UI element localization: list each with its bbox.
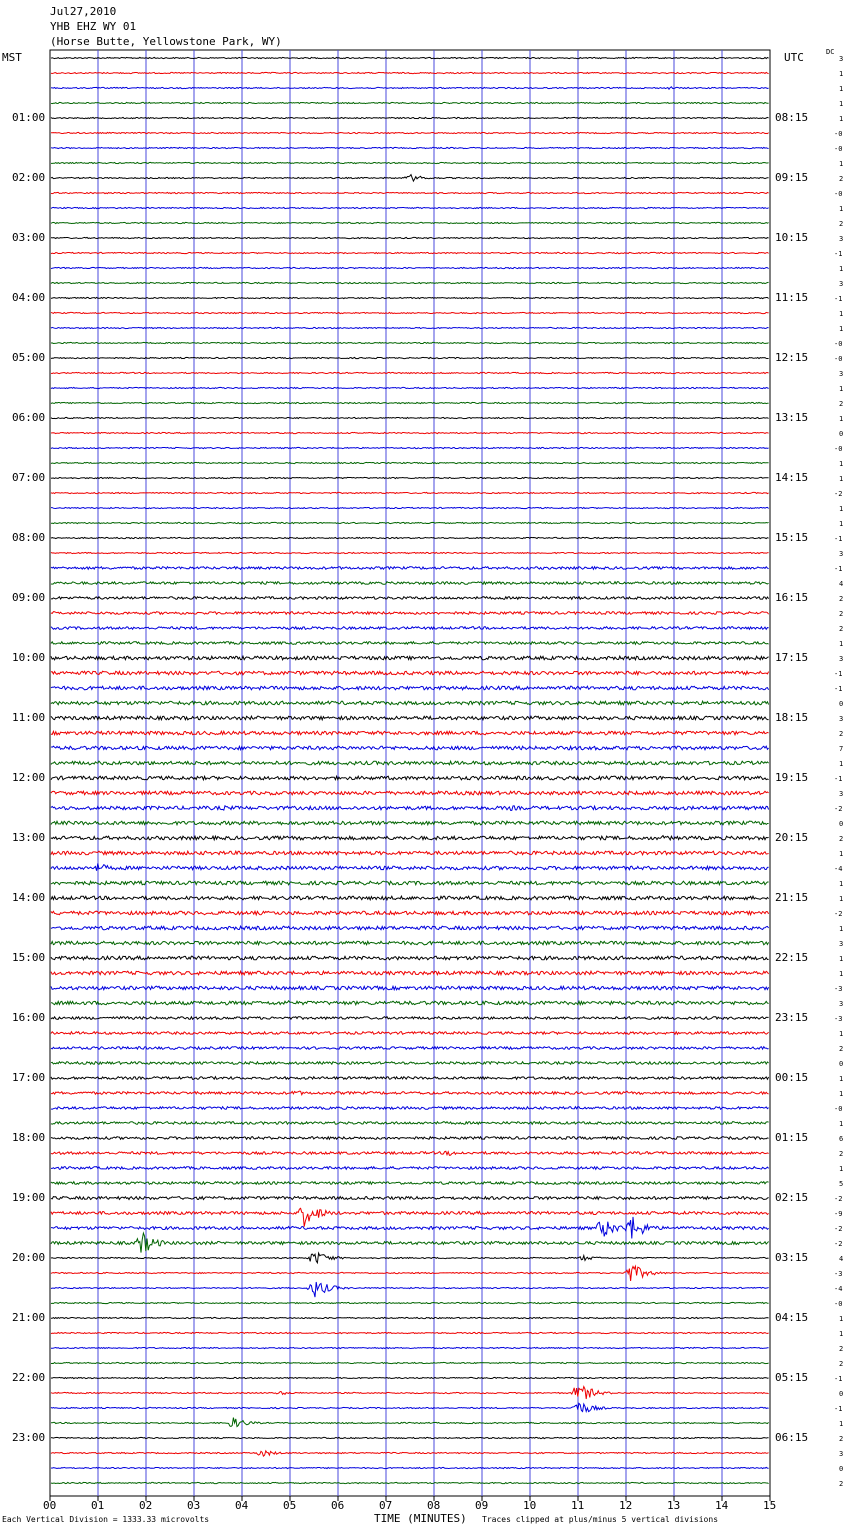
trace-90	[51, 1403, 769, 1411]
trace-71	[51, 1122, 769, 1125]
trace-29	[51, 492, 769, 493]
trace-5	[51, 132, 769, 133]
trace-55	[51, 881, 769, 885]
trace-23	[51, 402, 769, 403]
dc-offset-label: 3	[839, 370, 844, 378]
dc-offset-label: 1	[839, 1090, 844, 1098]
trace-24	[51, 417, 769, 418]
dc-offset-label: 3	[839, 790, 844, 798]
dc-offset-label: 1	[839, 265, 844, 273]
trace-81	[51, 1266, 769, 1281]
dc-offset-label: 1	[839, 160, 844, 168]
dc-offset-label: 2	[839, 1480, 844, 1488]
dc-offset-label: -0	[834, 145, 843, 153]
x-tick-label: 09	[475, 1499, 489, 1512]
dc-offset-label: 1	[839, 1120, 844, 1128]
trace-41	[51, 671, 769, 675]
dc-offset-label: -1	[834, 250, 843, 258]
trace-68	[51, 1077, 769, 1080]
dc-offset-label: 3	[839, 715, 844, 723]
trace-47	[51, 761, 769, 765]
trace-32	[51, 537, 769, 538]
x-tick-label: 11	[571, 1499, 585, 1512]
utc-hour-label: 15:15	[775, 531, 809, 544]
dc-offset-label: -1	[834, 1375, 843, 1383]
x-tick-label: 08	[427, 1499, 441, 1512]
dc-offset-label: 2	[839, 1150, 844, 1158]
trace-3	[51, 102, 769, 103]
trace-92	[51, 1437, 769, 1438]
dc-offset-label: 2	[839, 835, 844, 843]
dc-offset-label: 0	[839, 820, 844, 828]
trace-25	[51, 432, 769, 433]
dc-offset-label: 1	[839, 460, 844, 468]
dc-offset-label: 1	[839, 1315, 844, 1323]
mst-hour-label: 21:00	[12, 1311, 46, 1324]
mst-hour-label: 08:00	[12, 531, 46, 544]
x-tick-label: 10	[523, 1499, 537, 1512]
mst-hour-label: 10:00	[12, 651, 46, 664]
dc-offset-label: 3	[839, 940, 844, 948]
trace-52	[51, 836, 769, 840]
dc-offset-label: 1	[839, 970, 844, 978]
trace-65	[51, 1032, 769, 1035]
dc-offset-label: 2	[839, 400, 844, 408]
dc-offset-label: 0	[839, 700, 844, 708]
dc-offset-label: 3	[839, 1450, 844, 1458]
mst-hour-label: 03:00	[12, 231, 46, 244]
trace-33	[51, 552, 769, 553]
trace-73	[51, 1151, 769, 1155]
trace-12	[51, 237, 769, 238]
utc-hour-label: 06:15	[775, 1431, 809, 1444]
dc-offset-label: 6	[839, 1135, 844, 1143]
trace-59	[51, 941, 769, 945]
trace-79	[51, 1233, 769, 1253]
dc-offset-label: -2	[834, 910, 843, 918]
trace-77	[51, 1208, 769, 1226]
trace-6	[51, 147, 769, 148]
dc-offset-label: -2	[834, 1240, 843, 1248]
trace-72	[51, 1137, 769, 1140]
mst-hour-label: 20:00	[12, 1251, 46, 1264]
utc-hour-label: 01:15	[775, 1131, 809, 1144]
trace-63	[51, 1001, 769, 1005]
dc-offset-label: 1	[839, 115, 844, 123]
mst-hour-label: 15:00	[12, 951, 46, 964]
mst-hour-label: 05:00	[12, 351, 46, 364]
dc-offset-label: 3	[839, 655, 844, 663]
x-tick-label: 02	[139, 1499, 153, 1512]
trace-80	[51, 1253, 769, 1263]
x-axis-title: TIME (MINUTES)	[374, 1512, 467, 1525]
dc-offset-label: -0	[834, 445, 843, 453]
trace-61	[51, 971, 769, 975]
dc-offset-label: 1	[839, 1165, 844, 1173]
dc-offset-label: -9	[834, 1210, 843, 1218]
dc-offset-label: 7	[839, 745, 844, 753]
trace-9	[51, 192, 769, 193]
dc-offset-label: 3	[839, 1000, 844, 1008]
x-tick-label: 13	[667, 1499, 681, 1512]
dc-offset-label: 1	[839, 1420, 844, 1428]
trace-1	[51, 72, 769, 73]
trace-54	[51, 863, 769, 870]
utc-hour-label: 23:15	[775, 1011, 809, 1024]
mst-hour-label: 06:00	[12, 411, 46, 424]
mst-hour-label: 07:00	[12, 471, 46, 484]
trace-14	[51, 267, 769, 268]
trace-48	[51, 776, 769, 780]
dc-offset-label: -2	[834, 1195, 843, 1203]
trace-4	[51, 117, 769, 118]
dc-offset-label: 0	[839, 1060, 844, 1068]
utc-hour-label: 04:15	[775, 1311, 809, 1324]
trace-43	[51, 701, 769, 705]
trace-78	[51, 1217, 769, 1239]
utc-hour-label: 20:15	[775, 831, 809, 844]
trace-70	[51, 1107, 769, 1110]
utc-hour-label: 19:15	[775, 771, 809, 784]
dc-offset-label: 1	[839, 880, 844, 888]
utc-axis-label: UTC	[784, 51, 804, 64]
dc-offset-label: -0	[834, 130, 843, 138]
location-label: (Horse Butte, Yellowstone Park, WY)	[50, 35, 282, 48]
trace-35	[51, 582, 769, 585]
dc-offset-label: 1	[839, 310, 844, 318]
trace-18	[51, 327, 769, 328]
trace-0	[51, 57, 769, 58]
trace-74	[51, 1167, 769, 1170]
dc-offset-label: 1	[839, 850, 844, 858]
trace-82	[51, 1282, 769, 1297]
utc-hour-label: 00:15	[775, 1071, 809, 1084]
utc-hour-label: 11:15	[775, 291, 809, 304]
dc-offset-label: 1	[839, 205, 844, 213]
trace-50	[51, 806, 769, 811]
dc-offset-label: -1	[834, 670, 843, 678]
trace-42	[51, 686, 769, 690]
trace-67	[51, 1062, 769, 1065]
dc-offset-label: -2	[834, 490, 843, 498]
dc-offset-label: 1	[839, 70, 844, 78]
utc-hour-label: 03:15	[775, 1251, 809, 1264]
trace-15	[51, 282, 769, 283]
dc-offset-label: -0	[834, 340, 843, 348]
mst-hour-label: 23:00	[12, 1431, 46, 1444]
dc-offset-label: 2	[839, 610, 844, 618]
dc-offset-label: -0	[834, 1105, 843, 1113]
trace-69	[51, 1091, 769, 1095]
trace-58	[51, 926, 769, 930]
dc-offset-label: -1	[834, 1405, 843, 1413]
dc-offset-label: 1	[839, 955, 844, 963]
dc-offset-label: 1	[839, 475, 844, 483]
clip-note: Traces clipped at plus/minus 5 vertical divisions	[482, 1515, 719, 1524]
trace-88	[51, 1377, 769, 1378]
trace-84	[51, 1317, 769, 1318]
trace-11	[51, 222, 769, 223]
trace-62	[51, 986, 769, 990]
trace-8	[51, 175, 769, 182]
trace-21	[51, 372, 769, 373]
trace-51	[51, 821, 769, 825]
dc-offset-label: 1	[839, 895, 844, 903]
dc-offset-label: -2	[834, 1225, 843, 1233]
dc-offset-label: 2	[839, 1345, 844, 1353]
trace-39	[51, 642, 769, 645]
utc-hour-label: 08:15	[775, 111, 809, 124]
plot-frame	[50, 50, 770, 1496]
utc-hour-label: 17:15	[775, 651, 809, 664]
trace-94	[51, 1467, 769, 1468]
dc-offset-label: -0	[834, 355, 843, 363]
dc-offset-label: -0	[834, 190, 843, 198]
trace-17	[51, 312, 769, 313]
dc-offset-label: 1	[839, 325, 844, 333]
vertical-division-note: Each Vertical Division = 1333.33 microvolts	[2, 1515, 210, 1524]
x-tick-label: 07	[379, 1499, 393, 1512]
mst-hour-label: 01:00	[12, 111, 46, 124]
utc-hour-label: 10:15	[775, 231, 809, 244]
dc-offset-label: -2	[834, 805, 843, 813]
dc-offset-label: 1	[839, 415, 844, 423]
trace-60	[51, 956, 769, 960]
mst-hour-label: 16:00	[12, 1011, 46, 1024]
trace-27	[51, 462, 769, 463]
trace-10	[51, 207, 769, 208]
trace-26	[51, 447, 769, 448]
x-tick-label: 00	[43, 1499, 57, 1512]
utc-hour-label: 14:15	[775, 471, 809, 484]
utc-hour-label: 12:15	[775, 351, 809, 364]
trace-75	[51, 1182, 769, 1185]
mst-hour-label: 22:00	[12, 1371, 46, 1384]
dc-offset-label: 3	[839, 235, 844, 243]
mst-hour-label: 04:00	[12, 291, 46, 304]
trace-16	[51, 297, 769, 298]
dc-offset-label: 4	[839, 580, 844, 588]
dc-offset-label: 1	[839, 505, 844, 513]
dc-offset-label: -4	[834, 1285, 843, 1293]
trace-2	[51, 87, 769, 90]
dc-offset-label: 4	[839, 1255, 844, 1263]
mst-hour-label: 19:00	[12, 1191, 46, 1204]
dc-offset-label: 1	[839, 1030, 844, 1038]
x-tick-label: 14	[715, 1499, 729, 1512]
x-tick-label: 15	[763, 1499, 777, 1512]
trace-45	[51, 731, 769, 735]
x-tick-label: 04	[235, 1499, 249, 1512]
trace-28	[51, 477, 769, 478]
dc-offset-label: -1	[834, 535, 843, 543]
utc-hour-label: 13:15	[775, 411, 809, 424]
dc-offset-label: -3	[834, 985, 843, 993]
x-tick-label: 03	[187, 1499, 201, 1512]
trace-85	[51, 1332, 769, 1333]
trace-37	[51, 612, 769, 615]
trace-56	[51, 896, 769, 900]
mst-hour-label: 09:00	[12, 591, 46, 604]
dc-offset-label: 1	[839, 100, 844, 108]
trace-22	[51, 387, 769, 388]
dc-offset-label: 2	[839, 1045, 844, 1053]
trace-83	[51, 1302, 769, 1303]
dc-offset-label: 1	[839, 85, 844, 93]
dc-offset-label: 1	[839, 1330, 844, 1338]
mst-hour-label: 12:00	[12, 771, 46, 784]
trace-20	[51, 357, 769, 358]
trace-46	[51, 746, 769, 750]
trace-86	[51, 1347, 769, 1348]
utc-hour-label: 09:15	[775, 171, 809, 184]
trace-57	[51, 911, 769, 915]
dc-offset-label: -0	[834, 1300, 843, 1308]
dc-offset-label: 0	[839, 430, 844, 438]
trace-38	[51, 627, 769, 630]
dc-offset-label: 1	[839, 1075, 844, 1083]
trace-87	[51, 1362, 769, 1363]
trace-36	[51, 597, 769, 600]
dc-offset-label: 2	[839, 625, 844, 633]
dc-offset-label: 2	[839, 220, 844, 228]
x-tick-label: 01	[91, 1499, 105, 1512]
dc-offset-label: -1	[834, 565, 843, 573]
dc-offset-label: 1	[839, 925, 844, 933]
trace-93	[51, 1451, 769, 1456]
mst-axis-label: MST	[2, 51, 22, 64]
dc-offset-label: -1	[834, 685, 843, 693]
dc-offset-label: 3	[839, 280, 844, 288]
utc-hour-label: 16:15	[775, 591, 809, 604]
utc-hour-label: 18:15	[775, 711, 809, 724]
trace-53	[51, 851, 769, 855]
trace-44	[51, 716, 769, 720]
trace-49	[51, 791, 769, 795]
dc-offset-label: 0	[839, 1390, 844, 1398]
utc-hour-label: 05:15	[775, 1371, 809, 1384]
mst-hour-label: 17:00	[12, 1071, 46, 1084]
dc-offset-label: 1	[839, 385, 844, 393]
dc-offset-label: 1	[839, 640, 844, 648]
dc-offset-label: -1	[834, 295, 843, 303]
dc-offset-label: -4	[834, 865, 843, 873]
x-tick-label: 12	[619, 1499, 633, 1512]
trace-31	[51, 522, 769, 523]
mst-hour-label: 18:00	[12, 1131, 46, 1144]
station-label: YHB EHZ WY 01	[50, 20, 137, 33]
mst-hour-label: 13:00	[12, 831, 46, 844]
mst-hour-label: 02:00	[12, 171, 46, 184]
utc-hour-label: 22:15	[775, 951, 809, 964]
dc-offset-label: 2	[839, 730, 844, 738]
dc-offset-label: 0	[839, 1465, 844, 1473]
trace-89	[51, 1387, 769, 1399]
x-tick-label: 05	[283, 1499, 297, 1512]
dc-offset-label: 5	[839, 1180, 844, 1188]
dc-offset-label: 3	[839, 550, 844, 558]
trace-95	[51, 1482, 769, 1483]
dc-axis-label: DC	[826, 48, 835, 56]
trace-66	[51, 1047, 769, 1050]
trace-64	[51, 1017, 769, 1020]
trace-19	[51, 342, 769, 343]
trace-34	[51, 567, 769, 570]
x-tick-label: 06	[331, 1499, 345, 1512]
dc-offset-label: 2	[839, 595, 844, 603]
trace-13	[51, 252, 769, 253]
trace-7	[51, 162, 769, 163]
dc-offset-label: -3	[834, 1015, 843, 1023]
trace-91	[51, 1418, 769, 1427]
mst-hour-label: 11:00	[12, 711, 46, 724]
mst-hour-label: 14:00	[12, 891, 46, 904]
dc-offset-label: 2	[839, 175, 844, 183]
trace-30	[51, 507, 769, 508]
utc-hour-label: 21:15	[775, 891, 809, 904]
trace-76	[51, 1197, 769, 1200]
dc-offset-label: 2	[839, 1435, 844, 1443]
dc-offset-label: 2	[839, 1360, 844, 1368]
trace-40	[51, 656, 769, 660]
dc-offset-label: -3	[834, 1270, 843, 1278]
date-label: Jul27,2010	[50, 5, 117, 18]
dc-offset-label: -1	[834, 775, 843, 783]
dc-offset-label: 1	[839, 520, 844, 528]
dc-offset-label: 1	[839, 760, 844, 768]
dc-offset-label: 3	[839, 55, 844, 63]
utc-hour-label: 02:15	[775, 1191, 809, 1204]
